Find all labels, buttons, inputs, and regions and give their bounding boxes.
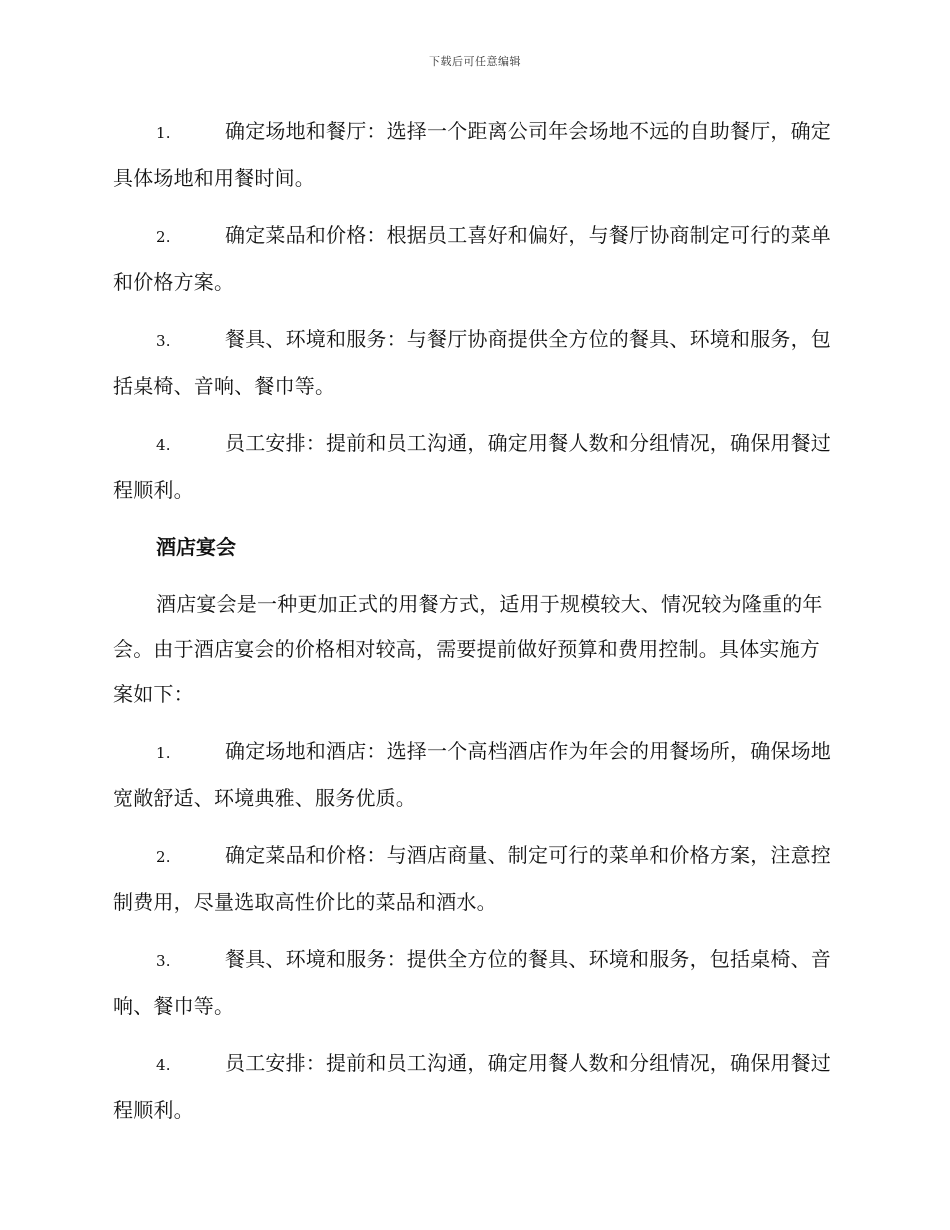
- list-number: 3.: [156, 952, 171, 970]
- list-number: 2.: [156, 228, 171, 246]
- list-item: [113, 1041, 837, 1133]
- list-item-text: 员工安排：提前和员工沟通，确定用餐人数和分组情况，确保用餐过程顺利。: [113, 1051, 831, 1122]
- list-item-text: 确定场地和酒店：选择一个高档酒店作为年会的用餐场所，确保场地宽敞舒适、环境典雅、服务优质。: [113, 739, 831, 810]
- list-item: [113, 729, 837, 821]
- list-item: [113, 421, 837, 513]
- list-item-text: 员工安排：提前和员工沟通，确定用餐人数和分组情况，确保用餐过程顺利。: [113, 431, 831, 502]
- list-item: [113, 109, 837, 201]
- list-item: [113, 213, 837, 305]
- list-item-text: 餐具、环境和服务：与餐厅协商提供全方位的餐具、环境和服务，包括桌椅、音响、餐巾等。: [113, 327, 831, 398]
- list-item: [113, 317, 837, 409]
- list-number: 4.: [156, 436, 171, 454]
- list-item-text: 餐具、环境和服务：提供全方位的餐具、环境和服务，包括桌椅、音响、餐巾等。: [113, 947, 831, 1018]
- section-intro-paragraph: 酒店宴会是一种更加正式的用餐方式，适用于规模较大、情况较为隆重的年会。由于酒店宴会的价格相对较高，需要提前做好预算和费用控制。具体实施方案如下：: [113, 592, 823, 706]
- list-item-text: 确定菜品和价格：根据员工喜好和偏好，与餐厅协商制定可行的菜单和价格方案。: [113, 223, 831, 294]
- list-number: 1.: [156, 744, 171, 762]
- list-number: 3.: [156, 332, 171, 350]
- list-number: 4.: [156, 1056, 171, 1074]
- list-item-text: 确定场地和餐厅：选择一个距离公司年会场地不远的自助餐厅，确定具体场地和用餐时间。: [113, 119, 831, 190]
- list-item-text: 确定菜品和价格：与酒店商量、制定可行的菜单和价格方案，注意控制费用，尽量选取高性价比的菜品和酒水。: [113, 843, 831, 914]
- page-header: 下载后可任意编辑: [429, 55, 521, 68]
- list-item: [113, 833, 837, 925]
- document-body: [113, 109, 837, 1145]
- section-heading: 酒店宴会: [156, 535, 236, 559]
- list-item: [113, 937, 837, 1029]
- list-number: 1.: [156, 124, 171, 142]
- list-number: 2.: [156, 848, 171, 866]
